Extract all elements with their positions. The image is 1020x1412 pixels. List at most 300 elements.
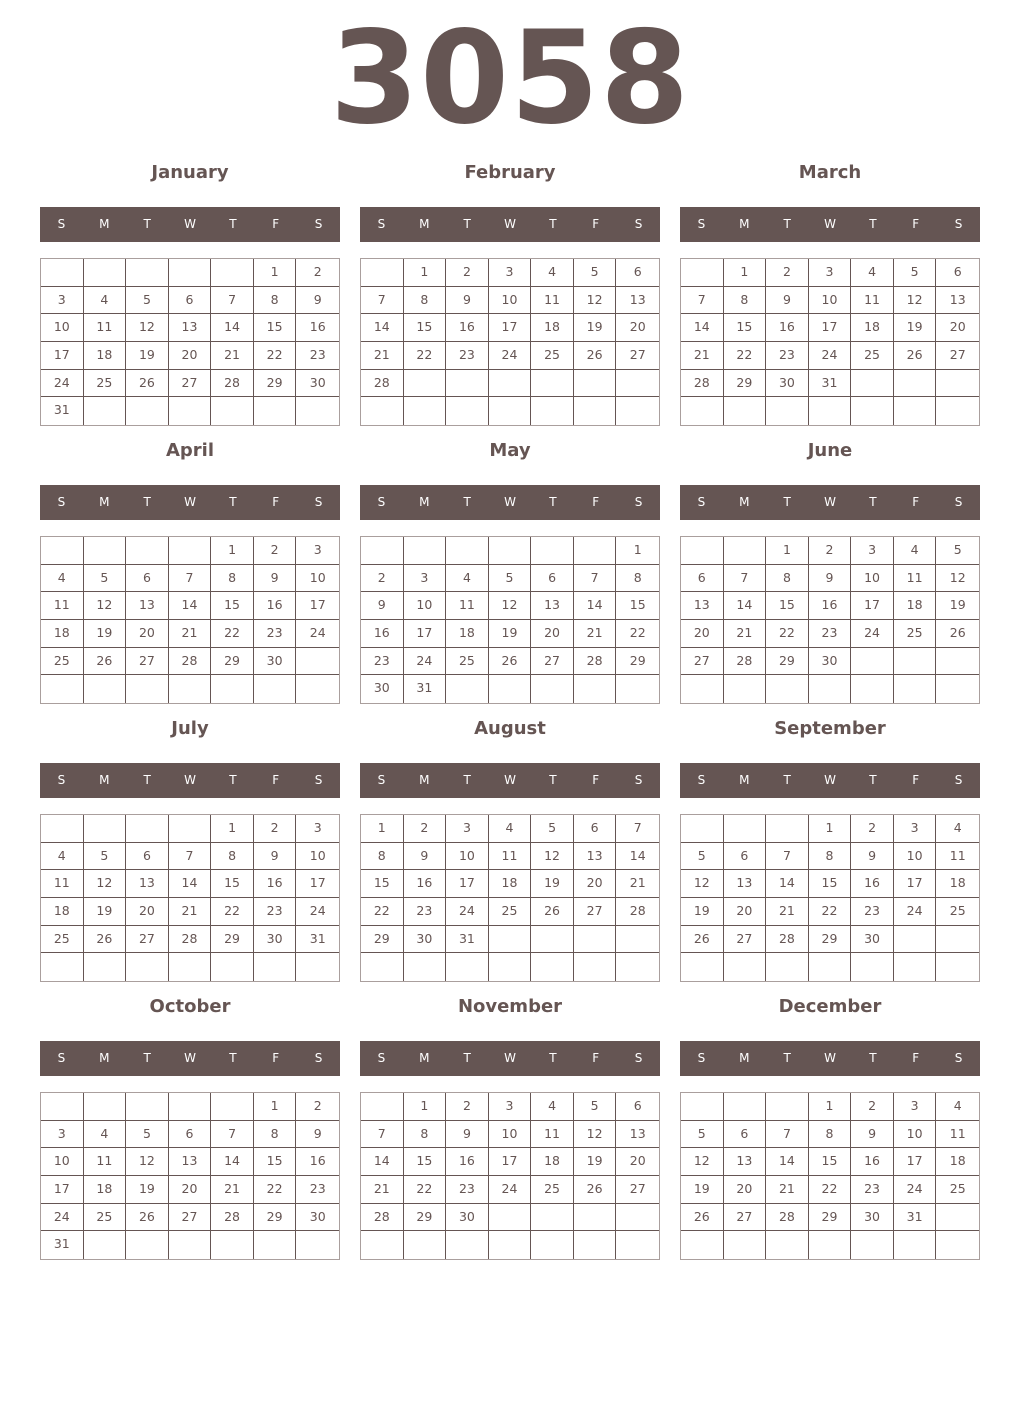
- weekday-label: T: [783, 217, 791, 231]
- empty-day-cell: [681, 1093, 724, 1121]
- empty-day-cell: [851, 648, 894, 676]
- empty-day-cell: [851, 953, 894, 981]
- weekday-label: F: [592, 217, 600, 231]
- day-cell: 23: [446, 1176, 489, 1204]
- weekday-label: T: [229, 1051, 237, 1065]
- weekday-label: S: [377, 217, 386, 231]
- day-cell: 21: [211, 342, 254, 370]
- day-cell: 2: [446, 1093, 489, 1121]
- day-cell: 1: [616, 537, 659, 565]
- day-cell: 19: [681, 898, 724, 926]
- day-cell: 18: [41, 898, 84, 926]
- weekday-header: [40, 207, 340, 242]
- day-cell: 1: [254, 259, 297, 287]
- weekday-label: S: [57, 495, 66, 509]
- empty-day-cell: [296, 648, 339, 676]
- day-cell: 7: [681, 287, 724, 315]
- empty-day-cell: [851, 397, 894, 425]
- day-cell: 1: [211, 537, 254, 565]
- day-cell: 18: [84, 1176, 127, 1204]
- weekday-label: T: [143, 495, 151, 509]
- empty-day-cell: [84, 537, 127, 565]
- day-cell: 2: [296, 259, 339, 287]
- empty-day-cell: [809, 675, 852, 703]
- weekday-label: T: [463, 495, 471, 509]
- day-cell: 25: [531, 1176, 574, 1204]
- month-title: July: [171, 718, 209, 739]
- day-cell: 5: [936, 537, 979, 565]
- day-cell: 7: [766, 843, 809, 871]
- empty-day-cell: [41, 953, 84, 981]
- day-cell: 21: [211, 1176, 254, 1204]
- empty-day-cell: [404, 370, 447, 398]
- day-grid: [360, 1092, 660, 1260]
- day-cell: 9: [446, 1121, 489, 1149]
- empty-day-cell: [936, 397, 979, 425]
- weekday-header: [680, 763, 980, 798]
- day-cell: 5: [126, 287, 169, 315]
- day-cell: 31: [296, 926, 339, 954]
- empty-day-cell: [211, 953, 254, 981]
- empty-day-cell: [211, 259, 254, 287]
- day-cell: 30: [766, 370, 809, 398]
- weekday-label: S: [57, 217, 66, 231]
- day-cell: 17: [851, 592, 894, 620]
- empty-day-cell: [84, 1093, 127, 1121]
- day-cell: 4: [936, 1093, 979, 1121]
- day-cell: 27: [936, 342, 979, 370]
- weekday-header: [360, 207, 660, 242]
- day-cell: 17: [41, 1176, 84, 1204]
- day-cell: 8: [404, 287, 447, 315]
- day-cell: 2: [361, 565, 404, 593]
- day-cell: 23: [254, 620, 297, 648]
- empty-day-cell: [766, 1093, 809, 1121]
- empty-day-cell: [616, 675, 659, 703]
- day-cell: 22: [254, 342, 297, 370]
- day-cell: 30: [254, 648, 297, 676]
- day-cell: 20: [126, 620, 169, 648]
- month-title: September: [774, 718, 886, 739]
- day-cell: 22: [809, 898, 852, 926]
- day-cell: 19: [894, 314, 937, 342]
- empty-day-cell: [681, 397, 724, 425]
- empty-day-cell: [894, 648, 937, 676]
- day-cell: 12: [681, 1148, 724, 1176]
- day-cell: 28: [361, 370, 404, 398]
- day-cell: 8: [361, 843, 404, 871]
- weekday-label: F: [272, 1051, 280, 1065]
- day-cell: 15: [211, 592, 254, 620]
- weekday-label: M: [99, 217, 110, 231]
- day-cell: 7: [169, 565, 212, 593]
- day-cell: 20: [531, 620, 574, 648]
- day-cell: 1: [254, 1093, 297, 1121]
- day-cell: 2: [446, 259, 489, 287]
- day-cell: 28: [616, 898, 659, 926]
- day-cell: 30: [404, 926, 447, 954]
- weekday-label: F: [592, 1051, 600, 1065]
- day-cell: 19: [574, 1148, 617, 1176]
- day-cell: 20: [936, 314, 979, 342]
- day-cell: 2: [851, 815, 894, 843]
- day-cell: 4: [84, 1121, 127, 1149]
- day-cell: 31: [894, 1204, 937, 1232]
- empty-day-cell: [531, 397, 574, 425]
- empty-day-cell: [616, 1231, 659, 1259]
- empty-day-cell: [766, 1231, 809, 1259]
- empty-day-cell: [446, 370, 489, 398]
- day-cell: 26: [84, 926, 127, 954]
- empty-day-cell: [211, 397, 254, 425]
- day-cell: 24: [446, 898, 489, 926]
- day-cell: 29: [361, 926, 404, 954]
- day-cell: 9: [766, 287, 809, 315]
- day-cell: 19: [489, 620, 532, 648]
- day-cell: 3: [41, 1121, 84, 1149]
- day-cell: 18: [531, 1148, 574, 1176]
- day-cell: 11: [531, 287, 574, 315]
- day-cell: 2: [254, 537, 297, 565]
- day-cell: 27: [724, 1204, 767, 1232]
- day-cell: 6: [724, 843, 767, 871]
- weekday-label: M: [739, 217, 750, 231]
- day-cell: 16: [254, 592, 297, 620]
- day-cell: 10: [489, 287, 532, 315]
- day-cell: 29: [616, 648, 659, 676]
- day-cell: 16: [766, 314, 809, 342]
- empty-day-cell: [41, 815, 84, 843]
- empty-day-cell: [84, 397, 127, 425]
- day-cell: 27: [616, 1176, 659, 1204]
- day-cell: 4: [531, 259, 574, 287]
- day-cell: 13: [724, 870, 767, 898]
- empty-day-cell: [84, 953, 127, 981]
- day-cell: 4: [936, 815, 979, 843]
- weekday-label: S: [377, 1051, 386, 1065]
- empty-day-cell: [489, 370, 532, 398]
- day-cell: 8: [254, 1121, 297, 1149]
- day-cell: 1: [211, 815, 254, 843]
- empty-day-cell: [489, 953, 532, 981]
- weekday-label: S: [697, 495, 706, 509]
- day-cell: 29: [404, 1204, 447, 1232]
- weekday-label: M: [739, 1051, 750, 1065]
- empty-day-cell: [361, 259, 404, 287]
- day-cell: 20: [169, 1176, 212, 1204]
- day-cell: 14: [574, 592, 617, 620]
- empty-day-cell: [84, 675, 127, 703]
- day-cell: 29: [809, 926, 852, 954]
- day-cell: 19: [126, 342, 169, 370]
- day-cell: 23: [404, 898, 447, 926]
- empty-day-cell: [616, 397, 659, 425]
- year-title: 3058: [329, 4, 691, 153]
- weekday-label: T: [549, 495, 557, 509]
- empty-day-cell: [894, 397, 937, 425]
- day-cell: 5: [681, 843, 724, 871]
- day-cell: 30: [296, 1204, 339, 1232]
- day-cell: 19: [574, 314, 617, 342]
- empty-day-cell: [894, 675, 937, 703]
- day-cell: 15: [766, 592, 809, 620]
- day-cell: 11: [936, 1121, 979, 1149]
- empty-day-cell: [724, 815, 767, 843]
- weekday-label: W: [824, 495, 836, 509]
- day-cell: 24: [41, 370, 84, 398]
- day-cell: 26: [681, 1204, 724, 1232]
- empty-day-cell: [724, 675, 767, 703]
- day-cell: 17: [894, 870, 937, 898]
- day-cell: 12: [531, 843, 574, 871]
- empty-day-cell: [894, 370, 937, 398]
- weekday-label: M: [419, 217, 430, 231]
- day-cell: 28: [211, 1204, 254, 1232]
- day-cell: 25: [936, 1176, 979, 1204]
- day-cell: 9: [404, 843, 447, 871]
- day-cell: 23: [766, 342, 809, 370]
- weekday-label: S: [697, 773, 706, 787]
- weekday-label: M: [99, 773, 110, 787]
- weekday-label: S: [954, 1051, 963, 1065]
- day-cell: 3: [489, 259, 532, 287]
- day-cell: 22: [211, 898, 254, 926]
- day-cell: 26: [531, 898, 574, 926]
- day-cell: 2: [404, 815, 447, 843]
- day-cell: 18: [851, 314, 894, 342]
- empty-day-cell: [809, 953, 852, 981]
- day-cell: 9: [809, 565, 852, 593]
- day-cell: 8: [211, 843, 254, 871]
- day-cell: 6: [681, 565, 724, 593]
- day-cell: 30: [296, 370, 339, 398]
- day-cell: 31: [446, 926, 489, 954]
- day-cell: 16: [446, 314, 489, 342]
- day-cell: 13: [616, 287, 659, 315]
- day-cell: 4: [84, 287, 127, 315]
- day-cell: 11: [489, 843, 532, 871]
- day-cell: 10: [296, 843, 339, 871]
- weekday-label: T: [463, 217, 471, 231]
- empty-day-cell: [936, 1204, 979, 1232]
- month-title: January: [151, 162, 229, 183]
- day-cell: 13: [936, 287, 979, 315]
- day-cell: 21: [361, 1176, 404, 1204]
- day-cell: 31: [41, 1231, 84, 1259]
- month-title: March: [798, 162, 862, 183]
- day-cell: 6: [936, 259, 979, 287]
- day-cell: 26: [489, 648, 532, 676]
- day-cell: 13: [531, 592, 574, 620]
- day-cell: 30: [254, 926, 297, 954]
- day-cell: 31: [41, 397, 84, 425]
- day-cell: 1: [404, 1093, 447, 1121]
- day-cell: 22: [211, 620, 254, 648]
- day-cell: 16: [851, 870, 894, 898]
- weekday-label: S: [634, 495, 643, 509]
- day-cell: 13: [574, 843, 617, 871]
- day-cell: 4: [531, 1093, 574, 1121]
- day-cell: 9: [254, 565, 297, 593]
- weekday-label: F: [912, 1051, 920, 1065]
- day-cell: 27: [531, 648, 574, 676]
- day-cell: 20: [126, 898, 169, 926]
- day-cell: 22: [361, 898, 404, 926]
- day-cell: 1: [724, 259, 767, 287]
- day-cell: 10: [809, 287, 852, 315]
- day-cell: 29: [211, 648, 254, 676]
- day-cell: 24: [489, 342, 532, 370]
- day-cell: 30: [809, 648, 852, 676]
- day-cell: 14: [766, 870, 809, 898]
- day-cell: 3: [894, 815, 937, 843]
- day-cell: 13: [724, 1148, 767, 1176]
- weekday-label: W: [824, 217, 836, 231]
- day-cell: 21: [681, 342, 724, 370]
- empty-day-cell: [766, 953, 809, 981]
- day-cell: 7: [169, 843, 212, 871]
- day-cell: 15: [404, 314, 447, 342]
- day-cell: 23: [361, 648, 404, 676]
- day-cell: 12: [894, 287, 937, 315]
- empty-day-cell: [446, 675, 489, 703]
- day-cell: 10: [489, 1121, 532, 1149]
- day-cell: 29: [211, 926, 254, 954]
- weekday-label: W: [184, 1051, 196, 1065]
- day-cell: 7: [361, 1121, 404, 1149]
- weekday-label: S: [57, 773, 66, 787]
- day-cell: 21: [574, 620, 617, 648]
- day-cell: 13: [126, 592, 169, 620]
- weekday-label: T: [143, 217, 151, 231]
- day-cell: 13: [169, 314, 212, 342]
- empty-day-cell: [254, 953, 297, 981]
- day-cell: 6: [169, 1121, 212, 1149]
- empty-day-cell: [211, 675, 254, 703]
- day-cell: 28: [211, 370, 254, 398]
- day-cell: 15: [809, 870, 852, 898]
- day-cell: 3: [851, 537, 894, 565]
- day-cell: 27: [681, 648, 724, 676]
- empty-day-cell: [126, 675, 169, 703]
- day-cell: 24: [296, 620, 339, 648]
- empty-day-cell: [361, 1093, 404, 1121]
- day-cell: 6: [531, 565, 574, 593]
- day-cell: 11: [446, 592, 489, 620]
- empty-day-cell: [724, 537, 767, 565]
- weekday-header: [360, 763, 660, 798]
- empty-day-cell: [531, 953, 574, 981]
- day-cell: 28: [574, 648, 617, 676]
- empty-day-cell: [489, 926, 532, 954]
- day-cell: 16: [296, 1148, 339, 1176]
- weekday-label: W: [184, 217, 196, 231]
- day-cell: 12: [574, 1121, 617, 1149]
- weekday-label: F: [272, 773, 280, 787]
- day-cell: 22: [809, 1176, 852, 1204]
- day-cell: 25: [894, 620, 937, 648]
- day-cell: 24: [851, 620, 894, 648]
- empty-day-cell: [84, 1231, 127, 1259]
- day-cell: 6: [169, 287, 212, 315]
- weekday-label: W: [184, 495, 196, 509]
- day-cell: 24: [404, 648, 447, 676]
- weekday-label: S: [377, 773, 386, 787]
- day-cell: 3: [894, 1093, 937, 1121]
- weekday-label: T: [229, 217, 237, 231]
- day-cell: 10: [41, 1148, 84, 1176]
- day-cell: 15: [254, 314, 297, 342]
- day-cell: 24: [41, 1204, 84, 1232]
- day-cell: 25: [41, 648, 84, 676]
- day-cell: 29: [766, 648, 809, 676]
- day-cell: 5: [531, 815, 574, 843]
- weekday-label: S: [697, 217, 706, 231]
- day-cell: 6: [126, 843, 169, 871]
- weekday-label: T: [869, 217, 877, 231]
- empty-day-cell: [531, 1204, 574, 1232]
- empty-day-cell: [489, 537, 532, 565]
- weekday-label: F: [912, 217, 920, 231]
- day-cell: 8: [809, 843, 852, 871]
- empty-day-cell: [169, 815, 212, 843]
- empty-day-cell: [531, 1231, 574, 1259]
- day-cell: 10: [404, 592, 447, 620]
- day-cell: 1: [361, 815, 404, 843]
- empty-day-cell: [361, 1231, 404, 1259]
- weekday-label: W: [184, 773, 196, 787]
- day-cell: 12: [126, 1148, 169, 1176]
- day-cell: 14: [724, 592, 767, 620]
- empty-day-cell: [296, 397, 339, 425]
- day-cell: 20: [724, 1176, 767, 1204]
- day-cell: 27: [574, 898, 617, 926]
- empty-day-cell: [446, 397, 489, 425]
- day-cell: 14: [169, 870, 212, 898]
- day-cell: 11: [84, 314, 127, 342]
- day-cell: 14: [211, 314, 254, 342]
- empty-day-cell: [169, 675, 212, 703]
- day-cell: 27: [126, 926, 169, 954]
- day-cell: 3: [296, 537, 339, 565]
- empty-day-cell: [531, 370, 574, 398]
- day-cell: 23: [296, 1176, 339, 1204]
- empty-day-cell: [574, 370, 617, 398]
- day-cell: 6: [616, 1093, 659, 1121]
- day-cell: 21: [169, 898, 212, 926]
- day-cell: 31: [809, 370, 852, 398]
- day-cell: 23: [851, 898, 894, 926]
- day-cell: 16: [404, 870, 447, 898]
- day-cell: 23: [296, 342, 339, 370]
- day-cell: 31: [404, 675, 447, 703]
- weekday-label: W: [504, 217, 516, 231]
- empty-day-cell: [361, 953, 404, 981]
- weekday-label: F: [272, 217, 280, 231]
- day-cell: 28: [361, 1204, 404, 1232]
- empty-day-cell: [126, 815, 169, 843]
- empty-day-cell: [169, 537, 212, 565]
- weekday-label: S: [697, 1051, 706, 1065]
- weekday-label: S: [377, 495, 386, 509]
- day-cell: 18: [894, 592, 937, 620]
- day-cell: 5: [681, 1121, 724, 1149]
- empty-day-cell: [851, 1231, 894, 1259]
- weekday-label: S: [314, 773, 323, 787]
- day-cell: 5: [574, 1093, 617, 1121]
- day-cell: 19: [84, 620, 127, 648]
- empty-day-cell: [681, 675, 724, 703]
